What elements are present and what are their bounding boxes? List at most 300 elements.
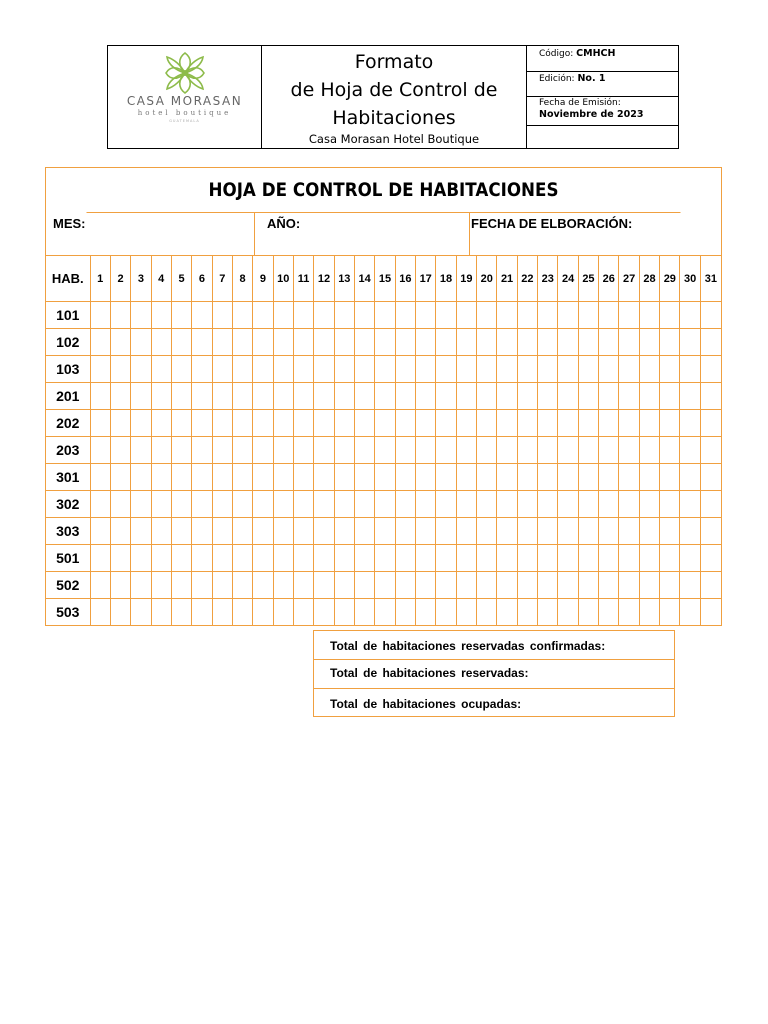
room-day-cell[interactable] (151, 599, 171, 626)
room-day-cell[interactable] (660, 437, 680, 464)
room-day-cell[interactable] (273, 518, 293, 545)
room-day-cell[interactable] (680, 383, 700, 410)
room-day-cell[interactable] (253, 437, 273, 464)
room-day-cell[interactable] (497, 518, 517, 545)
room-day-cell[interactable] (700, 356, 721, 383)
room-day-cell[interactable] (619, 356, 639, 383)
room-day-cell[interactable] (700, 491, 721, 518)
room-day-cell[interactable] (639, 464, 659, 491)
room-day-cell[interactable] (497, 599, 517, 626)
room-day-cell[interactable] (212, 491, 232, 518)
room-day-cell[interactable] (151, 383, 171, 410)
room-day-cell[interactable] (497, 572, 517, 599)
room-day-cell[interactable] (599, 356, 619, 383)
room-day-cell[interactable] (680, 410, 700, 437)
room-day-cell[interactable] (375, 491, 395, 518)
room-day-cell[interactable] (619, 545, 639, 572)
room-day-cell[interactable] (660, 491, 680, 518)
room-day-cell[interactable] (273, 437, 293, 464)
room-day-cell[interactable] (700, 572, 721, 599)
room-day-cell[interactable] (660, 410, 680, 437)
room-day-cell[interactable] (314, 572, 334, 599)
room-day-cell[interactable] (232, 545, 252, 572)
room-day-cell[interactable] (517, 491, 537, 518)
room-day-cell[interactable] (375, 383, 395, 410)
room-day-cell[interactable] (90, 518, 110, 545)
room-day-cell[interactable] (110, 302, 130, 329)
room-day-cell[interactable] (395, 572, 415, 599)
room-day-cell[interactable] (110, 410, 130, 437)
room-day-cell[interactable] (110, 437, 130, 464)
room-day-cell[interactable] (232, 599, 252, 626)
room-day-cell[interactable] (314, 356, 334, 383)
room-day-cell[interactable] (151, 572, 171, 599)
room-day-cell[interactable] (90, 599, 110, 626)
room-day-cell[interactable] (395, 410, 415, 437)
room-day-cell[interactable] (599, 572, 619, 599)
room-day-cell[interactable] (314, 410, 334, 437)
room-day-cell[interactable] (477, 464, 497, 491)
room-day-cell[interactable] (334, 572, 354, 599)
room-day-cell[interactable] (110, 356, 130, 383)
room-day-cell[interactable] (334, 545, 354, 572)
room-day-cell[interactable] (273, 545, 293, 572)
room-day-cell[interactable] (395, 437, 415, 464)
room-day-cell[interactable] (232, 464, 252, 491)
room-day-cell[interactable] (293, 356, 313, 383)
room-day-cell[interactable] (436, 572, 456, 599)
room-day-cell[interactable] (151, 329, 171, 356)
room-day-cell[interactable] (660, 599, 680, 626)
room-day-cell[interactable] (171, 437, 191, 464)
room-day-cell[interactable] (151, 518, 171, 545)
room-day-cell[interactable] (517, 464, 537, 491)
room-day-cell[interactable] (558, 572, 578, 599)
room-day-cell[interactable] (416, 410, 436, 437)
room-day-cell[interactable] (354, 545, 374, 572)
room-day-cell[interactable] (660, 356, 680, 383)
room-day-cell[interactable] (497, 383, 517, 410)
room-day-cell[interactable] (293, 464, 313, 491)
room-day-cell[interactable] (416, 437, 436, 464)
room-day-cell[interactable] (192, 329, 212, 356)
room-day-cell[interactable] (558, 545, 578, 572)
room-day-cell[interactable] (232, 491, 252, 518)
room-day-cell[interactable] (110, 572, 130, 599)
room-day-cell[interactable] (538, 572, 558, 599)
room-day-cell[interactable] (436, 383, 456, 410)
room-day-cell[interactable] (538, 491, 558, 518)
room-day-cell[interactable] (599, 599, 619, 626)
room-day-cell[interactable] (253, 572, 273, 599)
room-day-cell[interactable] (619, 329, 639, 356)
room-day-cell[interactable] (436, 329, 456, 356)
room-day-cell[interactable] (171, 518, 191, 545)
room-day-cell[interactable] (375, 464, 395, 491)
room-day-cell[interactable] (212, 329, 232, 356)
room-day-cell[interactable] (293, 410, 313, 437)
room-day-cell[interactable] (538, 410, 558, 437)
room-day-cell[interactable] (131, 572, 151, 599)
room-day-cell[interactable] (334, 410, 354, 437)
room-day-cell[interactable] (395, 383, 415, 410)
room-day-cell[interactable] (680, 356, 700, 383)
room-day-cell[interactable] (90, 329, 110, 356)
room-day-cell[interactable] (334, 383, 354, 410)
room-day-cell[interactable] (599, 383, 619, 410)
room-day-cell[interactable] (700, 437, 721, 464)
room-day-cell[interactable] (212, 302, 232, 329)
room-day-cell[interactable] (90, 464, 110, 491)
room-day-cell[interactable] (354, 572, 374, 599)
room-day-cell[interactable] (110, 545, 130, 572)
room-day-cell[interactable] (354, 518, 374, 545)
room-day-cell[interactable] (293, 329, 313, 356)
room-day-cell[interactable] (558, 356, 578, 383)
room-day-cell[interactable] (110, 518, 130, 545)
room-day-cell[interactable] (192, 572, 212, 599)
room-day-cell[interactable] (558, 410, 578, 437)
room-day-cell[interactable] (131, 545, 151, 572)
room-day-cell[interactable] (660, 383, 680, 410)
room-day-cell[interactable] (578, 545, 598, 572)
room-day-cell[interactable] (273, 410, 293, 437)
room-day-cell[interactable] (416, 545, 436, 572)
room-day-cell[interactable] (700, 464, 721, 491)
room-day-cell[interactable] (639, 491, 659, 518)
room-day-cell[interactable] (477, 302, 497, 329)
room-day-cell[interactable] (517, 410, 537, 437)
room-day-cell[interactable] (599, 410, 619, 437)
room-day-cell[interactable] (517, 302, 537, 329)
mes-field[interactable] (46, 213, 255, 255)
room-day-cell[interactable] (700, 599, 721, 626)
room-day-cell[interactable] (416, 518, 436, 545)
room-day-cell[interactable] (578, 464, 598, 491)
room-day-cell[interactable] (436, 410, 456, 437)
room-day-cell[interactable] (334, 599, 354, 626)
room-day-cell[interactable] (334, 464, 354, 491)
room-day-cell[interactable] (110, 464, 130, 491)
room-day-cell[interactable] (416, 491, 436, 518)
room-day-cell[interactable] (436, 437, 456, 464)
room-day-cell[interactable] (456, 491, 476, 518)
room-day-cell[interactable] (660, 572, 680, 599)
room-day-cell[interactable] (151, 491, 171, 518)
room-day-cell[interactable] (538, 383, 558, 410)
room-day-cell[interactable] (131, 356, 151, 383)
room-day-cell[interactable] (639, 437, 659, 464)
room-day-cell[interactable] (253, 302, 273, 329)
room-day-cell[interactable] (538, 599, 558, 626)
room-day-cell[interactable] (151, 302, 171, 329)
room-day-cell[interactable] (619, 572, 639, 599)
room-day-cell[interactable] (273, 491, 293, 518)
room-day-cell[interactable] (639, 572, 659, 599)
room-day-cell[interactable] (90, 410, 110, 437)
room-day-cell[interactable] (517, 383, 537, 410)
room-day-cell[interactable] (314, 518, 334, 545)
room-day-cell[interactable] (497, 464, 517, 491)
room-day-cell[interactable] (354, 437, 374, 464)
room-day-cell[interactable] (212, 518, 232, 545)
room-day-cell[interactable] (456, 356, 476, 383)
room-day-cell[interactable] (354, 410, 374, 437)
room-day-cell[interactable] (639, 329, 659, 356)
room-day-cell[interactable] (456, 302, 476, 329)
room-day-cell[interactable] (497, 356, 517, 383)
room-day-cell[interactable] (660, 464, 680, 491)
room-day-cell[interactable] (680, 437, 700, 464)
room-day-cell[interactable] (334, 302, 354, 329)
room-day-cell[interactable] (354, 356, 374, 383)
room-day-cell[interactable] (273, 302, 293, 329)
room-day-cell[interactable] (680, 572, 700, 599)
room-day-cell[interactable] (538, 356, 558, 383)
room-day-cell[interactable] (517, 329, 537, 356)
room-day-cell[interactable] (131, 599, 151, 626)
room-day-cell[interactable] (151, 356, 171, 383)
room-day-cell[interactable] (517, 572, 537, 599)
room-day-cell[interactable] (639, 356, 659, 383)
room-day-cell[interactable] (110, 329, 130, 356)
room-day-cell[interactable] (293, 599, 313, 626)
room-day-cell[interactable] (293, 302, 313, 329)
room-day-cell[interactable] (456, 545, 476, 572)
room-day-cell[interactable] (192, 383, 212, 410)
room-day-cell[interactable] (639, 518, 659, 545)
room-day-cell[interactable] (90, 383, 110, 410)
room-day-cell[interactable] (517, 518, 537, 545)
room-day-cell[interactable] (232, 410, 252, 437)
room-day-cell[interactable] (538, 545, 558, 572)
room-day-cell[interactable] (151, 545, 171, 572)
room-day-cell[interactable] (558, 329, 578, 356)
room-day-cell[interactable] (212, 599, 232, 626)
room-day-cell[interactable] (416, 599, 436, 626)
room-day-cell[interactable] (293, 491, 313, 518)
room-day-cell[interactable] (334, 329, 354, 356)
room-day-cell[interactable] (639, 302, 659, 329)
room-day-cell[interactable] (436, 356, 456, 383)
room-day-cell[interactable] (619, 383, 639, 410)
room-day-cell[interactable] (375, 302, 395, 329)
room-day-cell[interactable] (212, 410, 232, 437)
room-day-cell[interactable] (456, 572, 476, 599)
room-day-cell[interactable] (395, 491, 415, 518)
room-day-cell[interactable] (639, 599, 659, 626)
room-day-cell[interactable] (700, 383, 721, 410)
room-day-cell[interactable] (599, 545, 619, 572)
room-day-cell[interactable] (171, 383, 191, 410)
room-day-cell[interactable] (538, 302, 558, 329)
room-day-cell[interactable] (171, 572, 191, 599)
room-day-cell[interactable] (619, 464, 639, 491)
room-day-cell[interactable] (477, 572, 497, 599)
room-day-cell[interactable] (232, 518, 252, 545)
room-day-cell[interactable] (273, 572, 293, 599)
room-day-cell[interactable] (700, 545, 721, 572)
room-day-cell[interactable] (436, 518, 456, 545)
room-day-cell[interactable] (354, 464, 374, 491)
room-day-cell[interactable] (171, 356, 191, 383)
room-day-cell[interactable] (171, 410, 191, 437)
room-day-cell[interactable] (171, 491, 191, 518)
room-day-cell[interactable] (558, 464, 578, 491)
room-day-cell[interactable] (253, 356, 273, 383)
room-day-cell[interactable] (253, 410, 273, 437)
room-day-cell[interactable] (314, 383, 334, 410)
room-day-cell[interactable] (436, 545, 456, 572)
room-day-cell[interactable] (578, 572, 598, 599)
room-day-cell[interactable] (680, 545, 700, 572)
room-day-cell[interactable] (558, 518, 578, 545)
room-day-cell[interactable] (293, 437, 313, 464)
room-day-cell[interactable] (578, 302, 598, 329)
room-day-cell[interactable] (212, 383, 232, 410)
room-day-cell[interactable] (599, 464, 619, 491)
room-day-cell[interactable] (497, 491, 517, 518)
room-day-cell[interactable] (558, 302, 578, 329)
total-confirmed-row[interactable] (314, 631, 674, 660)
room-day-cell[interactable] (680, 518, 700, 545)
room-day-cell[interactable] (578, 491, 598, 518)
room-day-cell[interactable] (660, 545, 680, 572)
room-day-cell[interactable] (375, 329, 395, 356)
room-day-cell[interactable] (538, 464, 558, 491)
room-day-cell[interactable] (232, 302, 252, 329)
room-day-cell[interactable] (578, 329, 598, 356)
room-day-cell[interactable] (314, 491, 334, 518)
room-day-cell[interactable] (497, 410, 517, 437)
room-day-cell[interactable] (578, 437, 598, 464)
room-day-cell[interactable] (436, 302, 456, 329)
room-day-cell[interactable] (497, 545, 517, 572)
room-day-cell[interactable] (131, 410, 151, 437)
room-day-cell[interactable] (171, 545, 191, 572)
room-day-cell[interactable] (416, 572, 436, 599)
room-day-cell[interactable] (680, 491, 700, 518)
room-day-cell[interactable] (436, 491, 456, 518)
room-day-cell[interactable] (477, 545, 497, 572)
room-day-cell[interactable] (253, 329, 273, 356)
room-day-cell[interactable] (212, 356, 232, 383)
room-day-cell[interactable] (232, 329, 252, 356)
room-day-cell[interactable] (314, 437, 334, 464)
room-day-cell[interactable] (578, 356, 598, 383)
room-day-cell[interactable] (375, 599, 395, 626)
room-day-cell[interactable] (456, 410, 476, 437)
room-day-cell[interactable] (497, 329, 517, 356)
room-day-cell[interactable] (456, 329, 476, 356)
room-day-cell[interactable] (90, 491, 110, 518)
room-day-cell[interactable] (456, 464, 476, 491)
room-day-cell[interactable] (578, 383, 598, 410)
room-day-cell[interactable] (599, 437, 619, 464)
room-day-cell[interactable] (314, 302, 334, 329)
room-day-cell[interactable] (192, 599, 212, 626)
room-day-cell[interactable] (619, 599, 639, 626)
room-day-cell[interactable] (232, 383, 252, 410)
room-day-cell[interactable] (131, 491, 151, 518)
room-day-cell[interactable] (253, 491, 273, 518)
room-day-cell[interactable] (639, 410, 659, 437)
room-day-cell[interactable] (192, 518, 212, 545)
room-day-cell[interactable] (232, 356, 252, 383)
room-day-cell[interactable] (273, 464, 293, 491)
room-day-cell[interactable] (660, 329, 680, 356)
anio-field[interactable] (255, 213, 470, 255)
room-day-cell[interactable] (639, 545, 659, 572)
room-day-cell[interactable] (517, 356, 537, 383)
room-day-cell[interactable] (151, 437, 171, 464)
room-day-cell[interactable] (436, 599, 456, 626)
room-day-cell[interactable] (477, 383, 497, 410)
room-day-cell[interactable] (700, 302, 721, 329)
room-day-cell[interactable] (619, 518, 639, 545)
room-day-cell[interactable] (131, 518, 151, 545)
room-day-cell[interactable] (334, 491, 354, 518)
room-day-cell[interactable] (151, 410, 171, 437)
room-day-cell[interactable] (253, 545, 273, 572)
room-day-cell[interactable] (517, 437, 537, 464)
room-day-cell[interactable] (558, 383, 578, 410)
room-day-cell[interactable] (456, 518, 476, 545)
room-day-cell[interactable] (90, 356, 110, 383)
room-day-cell[interactable] (212, 464, 232, 491)
room-day-cell[interactable] (436, 464, 456, 491)
room-day-cell[interactable] (354, 491, 374, 518)
room-day-cell[interactable] (416, 302, 436, 329)
room-day-cell[interactable] (253, 383, 273, 410)
room-day-cell[interactable] (517, 599, 537, 626)
room-day-cell[interactable] (273, 329, 293, 356)
room-day-cell[interactable] (477, 437, 497, 464)
room-day-cell[interactable] (639, 383, 659, 410)
room-day-cell[interactable] (395, 356, 415, 383)
room-day-cell[interactable] (131, 383, 151, 410)
room-day-cell[interactable] (212, 437, 232, 464)
room-day-cell[interactable] (273, 356, 293, 383)
room-day-cell[interactable] (497, 302, 517, 329)
room-day-cell[interactable] (558, 491, 578, 518)
room-day-cell[interactable] (375, 356, 395, 383)
room-day-cell[interactable] (660, 518, 680, 545)
room-day-cell[interactable] (538, 518, 558, 545)
fecha-elaboracion-field[interactable] (470, 213, 721, 255)
room-day-cell[interactable] (110, 491, 130, 518)
room-day-cell[interactable] (477, 356, 497, 383)
room-day-cell[interactable] (90, 437, 110, 464)
room-day-cell[interactable] (293, 383, 313, 410)
room-day-cell[interactable] (375, 545, 395, 572)
room-day-cell[interactable] (700, 410, 721, 437)
room-day-cell[interactable] (192, 356, 212, 383)
room-day-cell[interactable] (599, 302, 619, 329)
room-day-cell[interactable] (131, 302, 151, 329)
room-day-cell[interactable] (477, 491, 497, 518)
room-day-cell[interactable] (90, 302, 110, 329)
room-day-cell[interactable] (131, 329, 151, 356)
room-day-cell[interactable] (538, 437, 558, 464)
room-day-cell[interactable] (619, 491, 639, 518)
room-day-cell[interactable] (90, 545, 110, 572)
room-day-cell[interactable] (273, 383, 293, 410)
room-day-cell[interactable] (680, 302, 700, 329)
room-day-cell[interactable] (660, 302, 680, 329)
room-day-cell[interactable] (477, 410, 497, 437)
room-day-cell[interactable] (131, 437, 151, 464)
